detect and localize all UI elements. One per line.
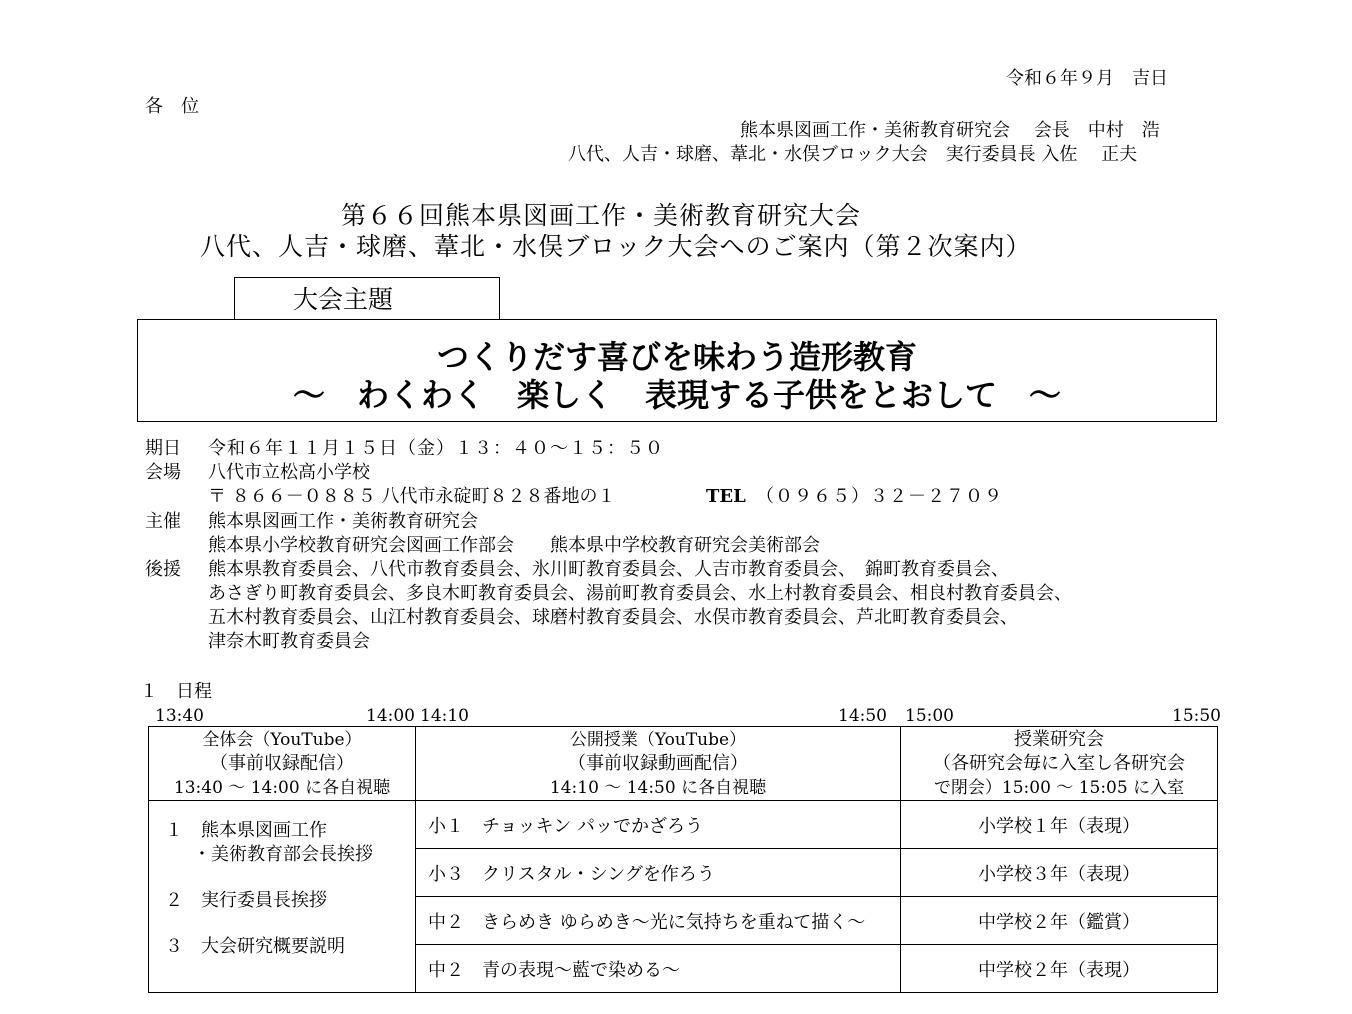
- time-1340: 13:40: [155, 706, 204, 726]
- support-2: あさぎり町教育委員会、多良木町教育委員会、湯前町教育委員会、水上村教育委員会、相良村教育委員会、: [208, 583, 1072, 604]
- program-item-1b: ・美術教育部会長挨拶: [193, 844, 373, 865]
- title-line-2: 八代、人吉・球磨、葦北・水俣ブロック大会へのご案内（第２次案内）: [200, 232, 1032, 261]
- tel-value: （０９６５）３２－２７０９: [756, 486, 1003, 507]
- theme-label: 大会主題: [293, 285, 394, 314]
- theme-subtitle: ～ わくわく 楽しく 表現する子供をとおして ～: [292, 376, 1061, 414]
- program-item-3: ３ 大会研究概要説明: [165, 936, 345, 957]
- study-session-note: （各研究会毎に入室し各研究会: [933, 752, 1185, 774]
- plenary-header: [149, 727, 416, 801]
- open-lesson-title: 公開授業（YouTube）: [569, 729, 747, 750]
- venue-label: 会場: [145, 462, 181, 483]
- document-date: 令和６年９月 吉日: [1006, 68, 1168, 89]
- time-1550: 15:50: [1172, 706, 1221, 726]
- open-lesson-time: 14:10 ～ 14:50 に各自視聴: [549, 777, 767, 798]
- open-lesson-header: [416, 727, 901, 801]
- tel-label: TEL: [706, 486, 746, 507]
- study-session-time: で閉会）15:00 ～ 15:05 に入室: [933, 777, 1185, 798]
- lesson-row-1: 小１ チョッキン パッでかざろう: [416, 801, 901, 849]
- support-label: 後援: [145, 559, 181, 580]
- grade-row-4: 中学校２年（表現）: [901, 945, 1218, 993]
- plenary-note: （事前収録配信）: [210, 752, 354, 774]
- study-session-header: [901, 727, 1218, 801]
- host-2: 熊本県小学校教育研究会図画工作部会 熊本県中学校教育研究会美術部会: [208, 535, 820, 556]
- schedule-table: [148, 726, 1218, 993]
- time-1500: 15:00: [905, 706, 954, 726]
- support-4: 津奈木町教育委員会: [208, 631, 370, 652]
- lesson-row-3: 中２ きらめき ゆらめき～光に気持ちを重ねて描く～: [416, 897, 901, 945]
- recipient: 各 位: [145, 96, 199, 117]
- support-1: 熊本県教育委員会、八代市教育委員会、氷川町教育委員会、人吉市教育委員会、 錦町教育委員会、: [208, 559, 1009, 580]
- theme-label-box: [234, 277, 500, 319]
- sender-committee: 八代、人吉・球磨、葦北・水俣ブロック大会 実行委員長 入佐 正夫: [568, 144, 1138, 165]
- venue-value: 八代市立松高小学校: [208, 462, 370, 483]
- host-label: 主催: [145, 511, 181, 532]
- date-value: 令和６年１１月１５日（金）１３：４０～１５：５０: [208, 438, 664, 459]
- date-label: 期日: [145, 438, 181, 459]
- sender-chair: 熊本県図画工作・美術教育研究会 会長 中村 浩: [740, 120, 1160, 141]
- schedule-heading: １ 日程: [140, 681, 212, 702]
- host-1: 熊本県図画工作・美術教育研究会: [208, 511, 478, 532]
- time-1410: 14:10: [420, 706, 469, 726]
- time-1450: 14:50: [838, 706, 887, 726]
- support-3: 五木村教育委員会、山江村教育委員会、球磨村教育委員会、水俣市教育委員会、芦北町教育委員会、: [208, 607, 1018, 628]
- title-line-1: 第６６回熊本県図画工作・美術教育研究大会: [341, 201, 862, 230]
- study-session-title: 授業研究会: [1014, 728, 1104, 750]
- program-item-2: ２ 実行委員長挨拶: [165, 890, 327, 911]
- grade-row-2: 小学校３年（表現）: [901, 849, 1218, 897]
- open-lesson-note: （事前収録動画配信）: [568, 752, 748, 774]
- program-item-1a: １ 熊本県図画工作: [165, 820, 327, 841]
- venue-address: 〒 ８６６－０８８５ 八代市永碇町８２８番地の１: [208, 486, 616, 507]
- lesson-row-2: 小３ クリスタル・シングを作ろう: [416, 849, 901, 897]
- plenary-program: [149, 801, 416, 993]
- plenary-time: 13:40 ～ 14:00 に各自視聴: [173, 777, 391, 798]
- plenary-title: 全体会（YouTube）: [202, 729, 362, 750]
- theme-main: つくりだす喜びを味わう造形教育: [436, 338, 917, 376]
- lesson-row-4: 中２ 青の表現～藍で染める～: [416, 945, 901, 993]
- time-1400: 14:00: [366, 706, 415, 726]
- theme-box: [137, 319, 1217, 422]
- grade-row-3: 中学校２年（鑑賞）: [901, 897, 1218, 945]
- grade-row-1: 小学校１年（表現）: [901, 801, 1218, 849]
